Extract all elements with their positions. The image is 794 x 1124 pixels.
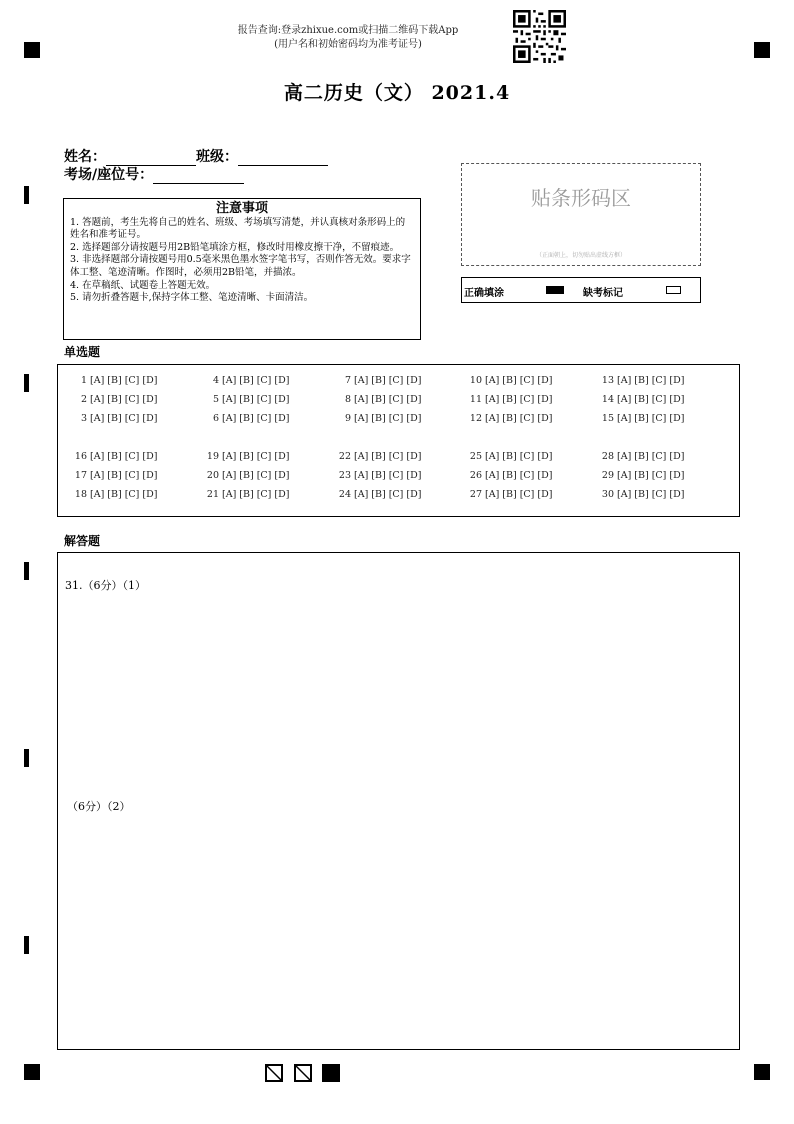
notice-item: 4. 在草稿纸、试题卷上答题无效。 (70, 279, 216, 291)
answer-choices[interactable]: [A] [B] [C] [D] (617, 470, 685, 481)
answer-choices[interactable]: [A] [B] [C] [D] (90, 489, 158, 500)
question-number: 16 (74, 451, 87, 462)
answer-choices[interactable]: [A] [B] [C] [D] (485, 470, 553, 481)
answer-choices[interactable]: [A] [B] [C] [D] (617, 489, 685, 500)
question-number: 17 (74, 470, 87, 481)
class-label: 班级： (196, 149, 238, 165)
login-hint-text: (用户名和初始密码均为准考证号) (274, 39, 422, 50)
answer-choices[interactable]: [A] [B] [C] [D] (90, 470, 158, 481)
fill-legend (461, 277, 701, 303)
answer-choices[interactable]: [A] [B] [C] [D] (354, 451, 422, 462)
question-number: 8 (344, 394, 351, 405)
notice-item: 2. 选择题部分请按题号用2B铅笔填涂方框，修改时用橡皮擦干净，不留痕迹。 (70, 241, 400, 253)
filled-sample-icon (546, 286, 564, 294)
question-number: 10 (469, 375, 482, 386)
mc-question (71, 375, 157, 386)
answer-choices[interactable]: [A] [B] [C] [D] (222, 489, 290, 500)
mc-question (598, 470, 684, 481)
mc-question (71, 451, 157, 462)
mc-question (466, 470, 552, 481)
question-number: 14 (601, 394, 614, 405)
crossed-box-icon (294, 1064, 312, 1082)
answer-choices[interactable]: [A] [B] [C] [D] (485, 413, 553, 424)
question-number: 29 (601, 470, 614, 481)
notice-title: 注意事项 (215, 201, 268, 216)
question-number: 25 (469, 451, 482, 462)
answer-choices[interactable]: [A] [B] [C] [D] (485, 394, 553, 405)
timing-mark (24, 749, 29, 767)
barcode-hint: （正面朝上，切勿贴出虚线方框） (535, 252, 626, 259)
question-number: 18 (74, 489, 87, 500)
name-label: 姓名： (64, 149, 106, 165)
answer-choices[interactable]: [A] [B] [C] [D] (354, 394, 422, 405)
mc-question (466, 451, 552, 462)
name-field-row (64, 146, 328, 166)
answer-choices[interactable]: [A] [B] [C] [D] (90, 375, 158, 386)
answer-choices[interactable]: [A] [B] [C] [D] (222, 394, 290, 405)
question-number: 20 (206, 470, 219, 481)
answer-choices[interactable]: [A] [B] [C] [D] (222, 470, 290, 481)
answer-box[interactable] (57, 552, 740, 1050)
mc-question (71, 394, 157, 405)
answer-choices[interactable]: [A] [B] [C] [D] (485, 451, 553, 462)
mc-question (335, 413, 421, 424)
seat-field-row (64, 164, 244, 184)
mc-question (598, 375, 684, 386)
question-number: 2 (80, 394, 87, 405)
answer-choices[interactable]: [A] [B] [C] [D] (485, 489, 553, 500)
timing-mark (24, 374, 29, 392)
mc-question (335, 451, 421, 462)
mc-question (335, 470, 421, 481)
qr-code-icon (513, 10, 566, 63)
mc-question (71, 489, 157, 500)
answer-choices[interactable]: [A] [B] [C] [D] (617, 375, 685, 386)
notice-item: 5. 请勿折叠答题卡,保持字体工整、笔迹清晰、卡面清洁。 (70, 292, 314, 304)
timing-mark (24, 936, 29, 954)
corner-mark-top-right (754, 42, 770, 58)
mc-question (466, 394, 552, 405)
question-number: 1 (80, 375, 87, 386)
mc-question (335, 394, 421, 405)
mc-question (598, 394, 684, 405)
mc-question (203, 489, 289, 500)
barcode-area (461, 163, 701, 266)
answer-section-title: 解答题 (64, 534, 101, 548)
question-number: 28 (601, 451, 614, 462)
question-number: 4 (212, 375, 219, 386)
question-number: 9 (344, 413, 351, 424)
absent-mark-label: 缺考标记 (583, 288, 623, 299)
question-number: 30 (601, 489, 614, 500)
mc-question (335, 375, 421, 386)
mc-question (203, 375, 289, 386)
answer-choices[interactable]: [A] [B] [C] [D] (354, 413, 422, 424)
answer-choices[interactable]: [A] [B] [C] [D] (90, 413, 158, 424)
mc-question (598, 489, 684, 500)
question-number: 3 (80, 413, 87, 424)
answer-choices[interactable]: [A] [B] [C] [D] (354, 470, 422, 481)
q31-part1-label: 31.（6分）（1） (65, 579, 146, 592)
timing-mark (24, 186, 29, 204)
filled-box-mark (322, 1064, 340, 1082)
notice-item: 1. 答题前，考生先将自己的姓名、班级、考场填写清楚，并认真核对条形码上的姓名和准考证号。 (70, 216, 406, 241)
answer-choices[interactable]: [A] [B] [C] [D] (222, 375, 290, 386)
page-title: 高二历史（文） 2021.4 (283, 82, 511, 104)
class-field[interactable] (238, 151, 328, 166)
mc-question (203, 394, 289, 405)
question-number: 12 (469, 413, 482, 424)
notice-item: 3. 非选择题部分请按题号用0.5毫米黑色墨水签字笔书写，否则作答无效。要求字体工整、笔迹清晰。作图时，必须用2B铅笔，并描浓。 (70, 254, 411, 278)
answer-choices[interactable]: [A] [B] [C] [D] (485, 375, 553, 386)
answer-choices[interactable]: [A] [B] [C] [D] (222, 413, 290, 424)
question-number: 6 (212, 413, 219, 424)
mc-question (466, 375, 552, 386)
answer-choices[interactable]: [A] [B] [C] [D] (222, 451, 290, 462)
question-number: 11 (469, 394, 482, 405)
seat-label: 考场/座位号： (64, 167, 154, 183)
timing-mark (24, 562, 29, 580)
question-number: 5 (212, 394, 219, 405)
notice-box (63, 198, 421, 340)
mc-question (71, 470, 157, 481)
question-number: 22 (338, 451, 351, 462)
mc-question (335, 489, 421, 500)
answer-choices[interactable]: [A] [B] [C] [D] (90, 394, 158, 405)
question-number: 15 (601, 413, 614, 424)
question-number: 24 (338, 489, 351, 500)
answer-choices[interactable]: [A] [B] [C] [D] (354, 489, 422, 500)
mc-answer-box (57, 364, 740, 517)
mc-question (71, 413, 157, 424)
corner-mark-bottom-right (754, 1064, 770, 1080)
question-number: 13 (601, 375, 614, 386)
answer-choices[interactable]: [A] [B] [C] [D] (90, 451, 158, 462)
question-number: 19 (206, 451, 219, 462)
answer-choices[interactable]: [A] [B] [C] [D] (617, 394, 685, 405)
answer-choices[interactable]: [A] [B] [C] [D] (617, 413, 685, 424)
mc-question (598, 451, 684, 462)
question-number: 23 (338, 470, 351, 481)
question-number: 27 (469, 489, 482, 500)
mc-section-title: 单选题 (64, 345, 101, 359)
corner-mark-bottom-left (24, 1064, 40, 1080)
mc-question (203, 451, 289, 462)
seat-field[interactable] (153, 169, 244, 184)
report-query-text: 报告查询:登录zhixue.com或扫描二维码下载App (237, 25, 459, 36)
answer-choices[interactable]: [A] [B] [C] [D] (617, 451, 685, 462)
correct-fill-label: 正确填涂 (464, 288, 504, 299)
mc-question (466, 413, 552, 424)
mc-question (466, 489, 552, 500)
barcode-label: 贴条形码区 (531, 186, 631, 210)
mc-question (203, 470, 289, 481)
question-number: 26 (469, 470, 482, 481)
q31-part2-label: （6分）（2） (67, 800, 131, 813)
question-number: 7 (344, 375, 351, 386)
crossed-box-icon (265, 1064, 283, 1082)
mc-question (203, 413, 289, 424)
mc-question (598, 413, 684, 424)
question-number: 21 (206, 489, 219, 500)
answer-choices[interactable]: [A] [B] [C] [D] (354, 375, 422, 386)
absent-checkbox[interactable] (666, 286, 681, 294)
